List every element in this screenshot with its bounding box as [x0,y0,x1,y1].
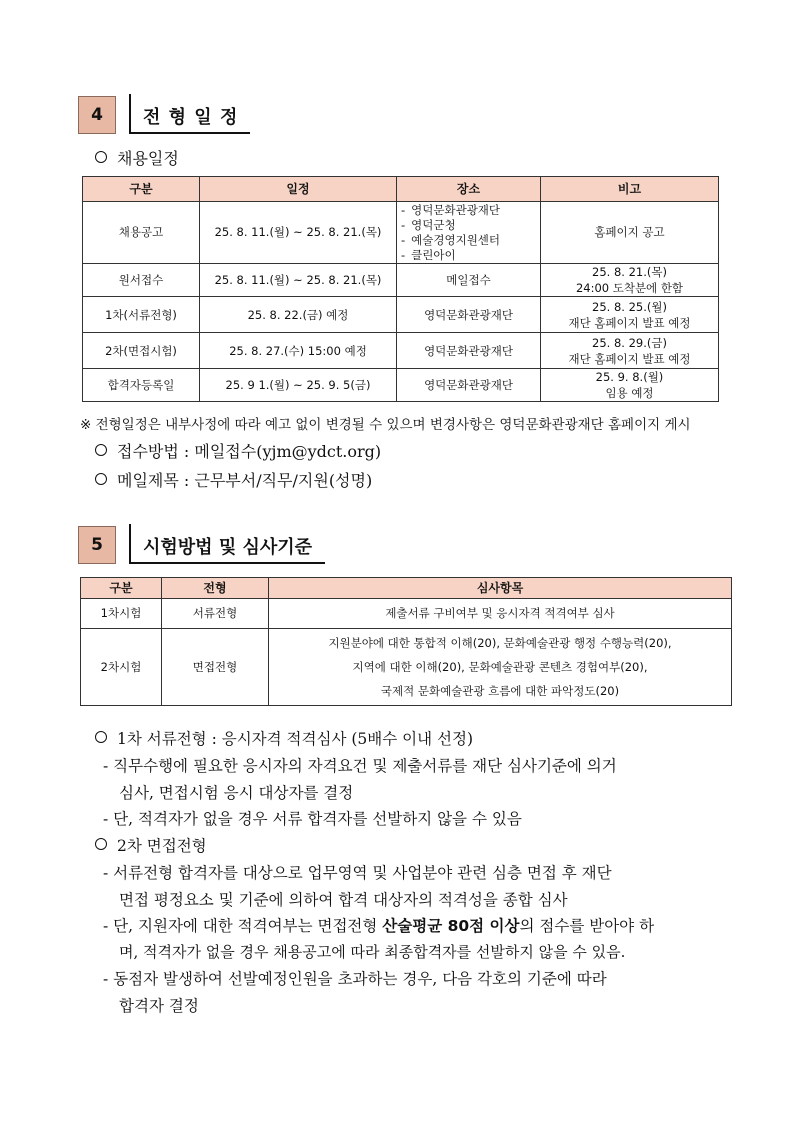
paragraph-line: 면접 평정요소 및 기준에 의하여 합격 대상자의 적격성을 종합 심사 [119,891,568,909]
bullet-text: 메일제목 : 근무부서/직무/지원(성명) [117,471,373,490]
items-cell: 제출서류 구비여부 및 응시자격 적격여부 심사 [269,599,732,629]
place-cell: - 영덕문화관광재단 - 영덕군청 - 예술경영지원센터 - 클린아이 [397,202,541,264]
table-row [83,264,719,297]
header-cell: 구분 [83,177,200,202]
criteria-line: 지역에 대한 이해(20), 문화예술관광 콘텐츠 경험여부(20), [352,660,648,674]
paragraph-line: - 서류전형 합격자를 대상으로 업무영역 및 사업분야 관련 심층 면접 후 재단 [103,864,612,882]
table-row [83,333,719,369]
header-cell: 비고 [541,177,719,202]
schedule-notice: ※ 전형일정은 내부사정에 따라 예고 없이 변경될 수 있으며 변경사항은 영덕문화관광재단 홈페이지 게시 [80,417,691,433]
date-cell: 25. 9 1.(월) ~ 25. 9. 5(금) [200,369,397,402]
place-cell: 메일접수 [397,264,541,297]
note-line: 25. 9. 8.(월) [595,370,664,385]
table-row [81,629,732,706]
bullet-mail-subject [95,468,372,491]
table-header-row [83,177,719,202]
score-text: - 단, 지원자에 대한 적격여부는 면접전형 [103,917,383,935]
table-row [81,599,732,629]
category-cell: 채용공고 [83,202,200,264]
section-number-badge: 4 [78,96,116,134]
section-number-badge: 5 [78,526,116,564]
note-line: 재단 홈페이지 발표 예정 [568,351,691,366]
header-cell: 전형 [162,578,269,599]
date-cell: 25. 8. 27.(수) 15:00 예정 [200,333,397,369]
note-cell [541,333,719,369]
date-cell: 25. 8. 22.(금) 예정 [200,297,397,333]
category-cell: 원서접수 [83,264,200,297]
place-cell: 영덕문화관광재단 [397,297,541,333]
date-cell: 25. 8. 11.(월) ~ 25. 8. 21.(목) [200,202,397,264]
category-cell: 합격자등록일 [83,369,200,402]
place-item: 영덕문화관광재단 [411,202,501,217]
section-title: 시험방법 및 심사기준 [143,537,313,558]
category-cell: 2차시험 [81,629,162,706]
note-cell [541,297,719,333]
note-line: 25. 8. 25.(월) [592,299,667,314]
bullet-apply-method [95,439,381,462]
section-divider [129,94,131,134]
table-header-row [81,578,732,599]
section-divider [129,524,131,564]
circle-bullet-icon [95,731,107,743]
header-cell: 구분 [81,578,162,599]
type-cell: 면접전형 [162,629,269,706]
paragraph-line: - 동점자 발생하여 선발예정인원을 초과하는 경우, 다음 각호의 기준에 따라 [103,970,607,988]
note-line: 25. 8. 29.(금) [592,335,667,350]
bullet-text: 접수방법 : 메일접수(yjm@ydct.org) [117,442,382,461]
paragraph-line: - 직무수행에 필요한 응시자의 자격요건 및 제출서류를 재단 심사기준에 의거 [103,757,617,775]
place-cell: 영덕문화관광재단 [397,333,541,369]
items-cell [269,629,732,706]
header-cell: 장소 [397,177,541,202]
section-underline [129,132,250,134]
note-cell [541,264,719,297]
criteria-line: 국제적 문화예술관광 흐름에 대한 파악정도(20) [380,684,620,698]
header-cell: 심사항목 [269,578,732,599]
type-cell: 서류전형 [162,599,269,629]
section-underline [129,562,325,564]
paragraph-line: 며, 적격자가 없을 경우 채용공고에 따라 최종합격자를 선발하지 않을 수 있음. [119,943,626,961]
circle-bullet-icon [95,151,107,163]
score-text: 의 점수를 받아야 하 [519,917,655,935]
paragraph-line [103,914,654,936]
paragraph-line: - 단, 적격자가 없을 경우 서류 합격자를 선발하지 않을 수 있음 [103,810,522,828]
criteria-table [80,577,732,706]
bullet-schedule [95,146,179,169]
place-item: 예술경영지원센터 [411,232,501,247]
table-row [83,369,719,402]
schedule-table [82,176,719,402]
note-line: 임용 예정 [605,386,654,401]
note-cell [541,369,719,402]
paragraph-line: 합격자 결정 [119,997,199,1015]
circle-bullet-icon [95,444,107,456]
bullet-text: 2차 면접전형 [117,837,207,855]
score-highlight: 산술평균 80점 이상 [382,917,520,935]
bullet-first-screening [95,727,473,749]
section-title: 전 형 일 정 [143,107,239,128]
date-cell: 25. 8. 11.(월) ~ 25. 8. 21.(목) [200,264,397,297]
table-row [83,202,719,264]
bullet-text: 채용일정 [117,149,179,168]
header-cell: 일정 [200,177,397,202]
category-cell: 1차시험 [81,599,162,629]
table-row [83,297,719,333]
category-cell: 1차(서류전형) [83,297,200,333]
paragraph-line: 심사, 면접시험 응시 대상자를 결정 [119,784,354,802]
note-line: 24:00 도착분에 한함 [575,281,684,296]
circle-bullet-icon [95,473,107,485]
place-item: 영덕군청 [411,217,456,232]
circle-bullet-icon [95,838,107,850]
note-line: 25. 8. 21.(목) [592,265,667,279]
note-line: 재단 홈페이지 발표 예정 [568,315,691,330]
place-item: 클린아이 [411,247,456,262]
place-cell: 영덕문화관광재단 [397,369,541,402]
bullet-text: 1차 서류전형 : 응시자격 적격심사 (5배수 이내 선정) [117,730,474,748]
category-cell: 2차(면접시험) [83,333,200,369]
criteria-line: 지원분야에 대한 통합적 이해(20), 문화예술관광 행정 수행능력(20), [328,636,672,650]
note-cell: 홈페이지 공고 [541,202,719,264]
bullet-second-screening [95,834,207,856]
